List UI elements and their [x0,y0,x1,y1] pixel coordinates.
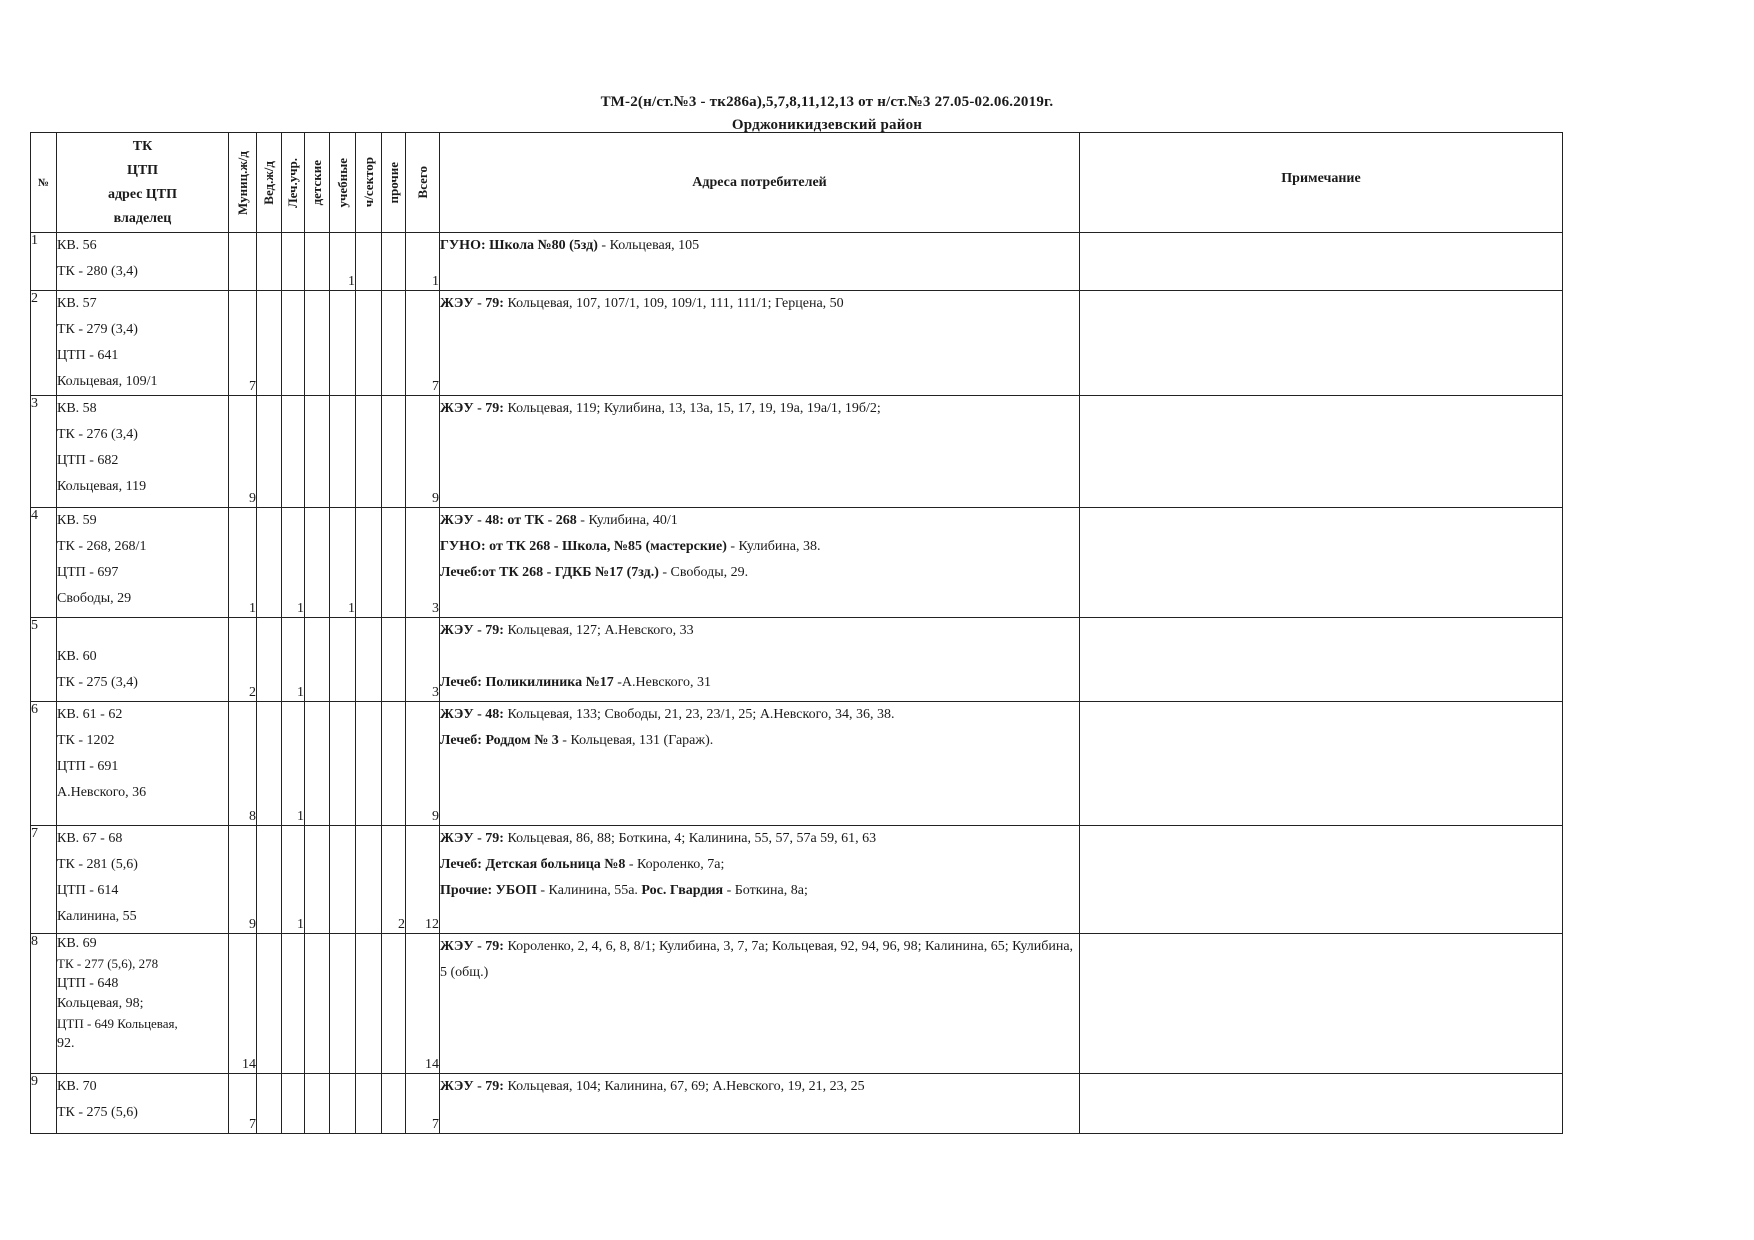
row-note[interactable] [1080,508,1563,618]
count-munic: 1 [229,508,257,618]
tk-line: Кольцевая, 109/1 [57,374,158,389]
tk-line: Свободы, 29 [57,591,132,606]
consumer-addresses [440,291,1080,396]
count-edu [330,396,356,508]
tk-line: Калинина, 55 [57,909,137,924]
count-private [356,396,382,508]
count-children [305,826,330,934]
count-ved [257,826,282,934]
tk-line: ЦТП - 614 [57,883,119,898]
count-edu: 1 [330,508,356,618]
address-line: Лечеб:от ТК 268 - ГДКБ №17 (7зд.) - Свободы, 29. [440,565,749,580]
row-tk-info [57,934,229,1074]
address-org: ЖЭУ - 79: [440,623,504,638]
row-tk-info [57,826,229,934]
count-private [356,826,382,934]
address-org: ГУНО: Школа №80 (5зд) [440,238,598,253]
count-lech [282,291,305,396]
count-total: 12 [406,826,440,934]
count-lech: 1 [282,702,305,826]
count-edu [330,1074,356,1134]
table-row [31,233,1563,291]
address-org: ЖЭУ - 79: [440,296,504,311]
count-ved [257,934,282,1074]
count-private [356,1074,382,1134]
header-tk: ТК ЦТП адрес ЦТП владелец [57,133,229,233]
tk-line: ТК - 275 (5,6) [57,1105,138,1120]
consumer-addresses [440,233,1080,291]
count-ved [257,233,282,291]
table-row [31,1074,1563,1134]
tk-line: ЦТП - 648 [57,976,119,991]
count-children [305,934,330,1074]
count-other [382,702,406,826]
row-note[interactable] [1080,291,1563,396]
count-other [382,618,406,702]
row-tk-info [57,618,229,702]
tk-line: ТК - 280 (3,4) [57,264,138,279]
header-addresses: Адреса потребителей [440,133,1080,233]
count-other [382,1074,406,1134]
row-number: 5 [31,618,57,702]
count-total: 9 [406,396,440,508]
consumer-addresses [440,618,1080,702]
count-other [382,233,406,291]
row-tk-info [57,396,229,508]
address-org: Лечеб: Детская больница №8 [440,857,626,872]
consumers-table [30,132,1563,1134]
row-number: 9 [31,1074,57,1134]
row-tk-info [57,291,229,396]
count-ved [257,618,282,702]
address-org: Лечеб: Роддом № 3 [440,733,559,748]
consumer-addresses [440,702,1080,826]
address-org: ЖЭУ - 79: [440,1079,504,1094]
count-total: 14 [406,934,440,1074]
header-munic: Муниц.ж/д [229,133,257,233]
count-total: 3 [406,618,440,702]
district-title: Орджоникидзевский район [731,117,923,133]
row-note[interactable] [1080,396,1563,508]
count-munic: 7 [229,291,257,396]
tk-line: Кольцевая, 98; [57,996,144,1011]
count-other [382,934,406,1074]
address-line: ГУНО: от ТК 268 - Школа, №85 (мастерские) - Кулибина, 38. [440,539,821,554]
address-line: ЖЭУ - 79: Кольцевая, 86, 88; Боткина, 4; Калинина, 55, 57, 57а 59, 61, 63 [440,831,877,846]
tk-line: ЦТП - 697 [57,565,119,580]
header-edu: учебные [330,133,356,233]
tk-line: КВ. 58 [57,401,97,416]
row-number: 3 [31,396,57,508]
address-line: ГУНО: Школа №80 (5зд) - Кольцевая, 105 [440,238,700,253]
count-lech: 1 [282,826,305,934]
count-lech [282,1074,305,1134]
table-row [31,396,1563,508]
count-ved [257,1074,282,1134]
tk-line: КВ. 59 [57,513,97,528]
count-children [305,396,330,508]
header-note: Примечание [1080,133,1563,233]
row-number: 1 [31,233,57,291]
count-ved [257,702,282,826]
row-note[interactable] [1080,826,1563,934]
table-row [31,508,1563,618]
count-private [356,508,382,618]
count-munic [229,233,257,291]
address-org: ЖЭУ - 79: [440,831,504,846]
tk-line: А.Невского, 36 [57,785,147,800]
header-lech: Леч.учр. [282,133,305,233]
count-other: 2 [382,826,406,934]
count-lech [282,934,305,1074]
count-munic: 9 [229,396,257,508]
tk-line: ЦТП - 649 Кольцевая, [57,1016,178,1031]
count-lech [282,396,305,508]
header-total: Всего [406,133,440,233]
tk-line [57,618,228,644]
count-other [382,508,406,618]
table-row [31,934,1563,1074]
address-org: ЖЭУ - 48: [440,707,504,722]
row-tk-info [57,1074,229,1134]
count-children [305,1074,330,1134]
address-line: ЖЭУ - 79: Кольцевая, 107, 107/1, 109, 109/1, 111, 111/1; Герцена, 50 [440,296,844,311]
tk-line: ТК - 268, 268/1 [57,539,147,554]
address-org: Лечеб: Поликилиника №17 [440,675,614,690]
count-total: 7 [406,291,440,396]
address-org: ЖЭУ - 79: [440,939,504,954]
count-children [305,291,330,396]
address-line: Лечеб: Детская больница №8 - Короленко, 7а; [440,857,725,872]
count-total: 1 [406,233,440,291]
tk-line: КВ. 57 [57,296,97,311]
address-line: ЖЭУ - 79: Кольцевая, 119; Кулибина, 13, 13а, 15, 17, 19, 19а, 19а/1, 19б/2; [440,401,881,416]
count-munic: 9 [229,826,257,934]
tk-line: КВ. 69 [57,936,97,951]
tk-line: ТК - 1202 [57,733,115,748]
count-private [356,233,382,291]
consumer-addresses [440,934,1080,1074]
count-munic: 14 [229,934,257,1074]
tk-line: КВ. 61 - 62 [57,707,123,722]
tk-line: КВ. 70 [57,1079,97,1094]
row-note[interactable] [1080,618,1563,702]
address-org: Рос. Гвардия [641,883,724,898]
address-org: Прочие: УБОП [440,883,537,898]
address-org: ЖЭУ - 48: от ТК - 268 [440,513,577,528]
count-edu [330,826,356,934]
consumer-addresses [440,826,1080,934]
address-line: ЖЭУ - 48: Кольцевая, 133; Свободы, 21, 23, 23/1, 25; А.Невского, 34, 36, 38. [440,707,895,722]
row-note[interactable] [1080,1074,1563,1134]
tk-line: КВ. 67 - 68 [57,831,123,846]
header-private: ч/сектор [356,133,382,233]
row-number: 4 [31,508,57,618]
address-line: Лечеб: Поликилиника №17 -А.Невского, 31 [440,675,712,690]
count-munic: 2 [229,618,257,702]
count-total: 9 [406,702,440,826]
count-ved [257,291,282,396]
count-munic: 7 [229,1074,257,1134]
address-line: Прочие: УБОП - Калинина, 55а. Рос. Гвардия - Боткина, 8а; [440,883,808,898]
row-number: 2 [31,291,57,396]
tk-line: ТК - 275 (3,4) [57,675,138,690]
count-edu [330,702,356,826]
address-org: ЖЭУ - 79: [440,401,504,416]
tk-line: ЦТП - 691 [57,759,119,774]
document-title: ТМ-2(н/ст.№3 - тк286а),5,7,8,11,12,13 от н/ст.№3 27.05-02.06.2019г. [600,94,1054,110]
count-edu [330,618,356,702]
count-children [305,618,330,702]
consumer-addresses [440,396,1080,508]
tk-line: ТК - 281 (5,6) [57,857,138,872]
consumer-addresses [440,508,1080,618]
address-line: ЖЭУ - 79: Кольцевая, 104; Калинина, 67, 69; А.Невского, 19, 21, 23, 25 [440,1079,865,1094]
count-other [382,291,406,396]
table-row [31,291,1563,396]
address-org: Лечеб:от ТК 268 - ГДКБ №17 (7зд.) [440,565,659,580]
address-line: ЖЭУ - 79: Короленко, 2, 4, 6, 8, 8/1; Кулибина, 3, 7, 7а; Кольцевая, 92, 94, 96, 98; Калинина, 65; Кулибина, 5 (общ.) [440,939,1074,980]
table-row [31,618,1563,702]
consumer-addresses [440,1074,1080,1134]
table-row [31,826,1563,934]
row-number: 7 [31,826,57,934]
count-edu: 1 [330,233,356,291]
header-children: детские [305,133,330,233]
table-row [31,702,1563,826]
row-tk-info [57,702,229,826]
header-num: № [31,133,57,233]
count-private [356,934,382,1074]
count-total: 7 [406,1074,440,1134]
count-lech: 1 [282,618,305,702]
header-other: прочие [382,133,406,233]
count-children [305,233,330,291]
tk-line: ТК - 276 (3,4) [57,427,138,442]
address-line: ЖЭУ - 48: от ТК - 268 - Кулибина, 40/1 [440,513,678,528]
count-private [356,291,382,396]
row-tk-info [57,233,229,291]
row-number: 6 [31,702,57,826]
count-ved [257,508,282,618]
count-munic: 8 [229,702,257,826]
count-ved [257,396,282,508]
address-line: ЖЭУ - 79: Кольцевая, 127; А.Невского, 33 [440,623,694,638]
tk-line: ТК - 279 (3,4) [57,322,138,337]
count-edu [330,291,356,396]
tk-line: Кольцевая, 119 [57,479,147,494]
count-private [356,618,382,702]
address-line: Лечеб: Роддом № 3 - Кольцевая, 131 (Гараж). [440,733,714,748]
row-note[interactable] [1080,702,1563,826]
count-children [305,702,330,826]
tk-line: КВ. 56 [57,238,97,253]
row-note[interactable] [1080,934,1563,1074]
count-children [305,508,330,618]
tk-line: ТК - 277 (5,6), 278 [57,956,159,971]
count-lech [282,233,305,291]
row-tk-info [57,508,229,618]
tk-line: ЦТП - 641 [57,348,119,363]
tk-line: ЦТП - 682 [57,453,119,468]
count-private [356,702,382,826]
count-total: 3 [406,508,440,618]
row-number: 8 [31,934,57,1074]
count-other [382,396,406,508]
row-note[interactable] [1080,233,1563,291]
count-edu [330,934,356,1074]
address-org: ГУНО: от ТК 268 - Школа, №85 (мастерские) [440,539,727,554]
address-line [440,644,1079,670]
count-lech: 1 [282,508,305,618]
tk-line: КВ. 60 [57,649,97,664]
tk-line: 92. [57,1036,75,1051]
header-ved: Вед.ж/д [257,133,282,233]
table-header-row [31,133,1563,233]
